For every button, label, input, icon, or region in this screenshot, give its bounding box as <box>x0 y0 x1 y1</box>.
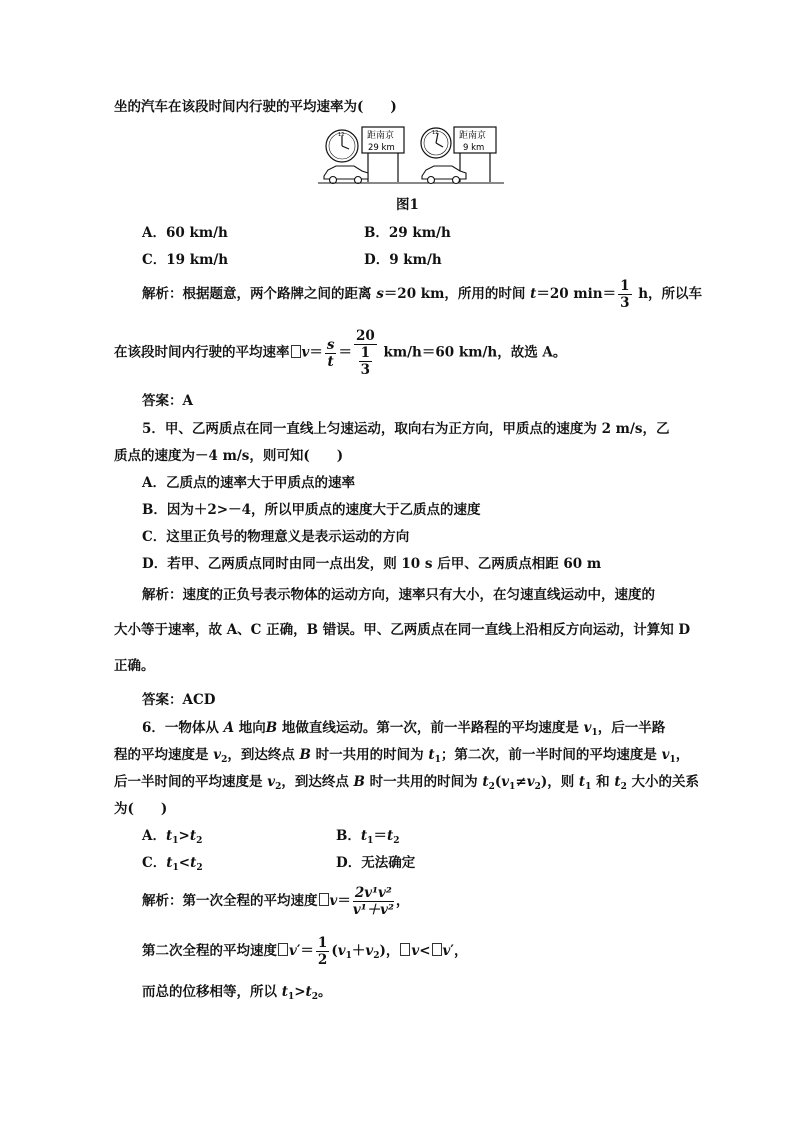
q5-analysis-line2: 大小等于速率，故 A、C 正确，B 错误。甲、乙两质点在同一直线上沿相反方向运动，计算知 D <box>114 622 691 638</box>
figure-caption: 图1 <box>396 197 419 213</box>
q6-option-a: A．$t_1>t_2$ <box>142 828 203 846</box>
q5-stem-line2: 质点的速度为－4 m/s，则可知( ) <box>114 448 344 464</box>
q6-option-d: D．无法确定 <box>336 855 416 871</box>
clock-icon-left <box>326 130 358 162</box>
fraction-one-third: $\frac{1}{3}$ <box>620 278 630 311</box>
overline-box-icon <box>278 943 288 956</box>
q5-option-a: A．乙质点的速率大于甲质点的速率 <box>142 475 355 491</box>
q5-option-b: B．因为＋2>－4，所以甲质点的速度大于乙质点的速度 <box>142 502 481 518</box>
fraction-half: $\frac{1}{2}$ <box>317 935 328 968</box>
q5-option-d: D．若甲、乙两质点同时由同一点出发，则 10 s 后甲、乙两质点相距 60 m <box>142 556 602 572</box>
q4-option-d: D．9 km/h <box>364 252 442 268</box>
fraction-s-over-t: $\frac{s}{t}$ <box>326 336 335 370</box>
q4-answer: 答案：A <box>142 393 193 409</box>
overline-box-icon <box>400 943 410 956</box>
fraction-harmonic: $\frac{\text{2v¹v²}}{\text{v¹＋v²}}$ <box>352 885 394 918</box>
svg-text:12: 12 <box>338 132 345 138</box>
sign1-line1: 距南京 <box>367 131 395 141</box>
q5-option-c: C．这里正负号的物理意义是表示运动的方向 <box>142 529 410 545</box>
q6-analysis-line1: 解析：第一次全程的平均速度 v＝ $\frac{\text{2v¹v²}}{\text{v¹＋v²}}$ ， <box>142 885 410 918</box>
q5-analysis-line1: 解析：速度的正负号表示物体的运动方向，速率只有大小，在匀速直线运动中，速度的 <box>142 587 655 603</box>
q5-stem-line1: 5．甲、乙两质点在同一直线上匀速运动，取向右为正方向，甲质点的速度为 2 m/s，乙 <box>142 421 670 437</box>
q4-stem: 坐的汽车在该段时间内行驶的平均速率为( ) <box>114 99 397 115</box>
q6-option-c: C．$t_1<t_2$ <box>142 855 203 873</box>
overline-box-icon <box>291 345 301 358</box>
sign1-line2: 29 km <box>368 143 395 153</box>
q5-answer: 答案：ACD <box>142 692 216 708</box>
q6-analysis-line2: 第二次全程的平均速度 v′＝ $\frac{1}{2}$ $(v_1+v_2)$， v< v′， <box>142 935 468 968</box>
sign2-line2: 9 km <box>463 143 485 153</box>
q4-option-b: B．29 km/h <box>364 225 451 241</box>
sign2-line1: 距南京 <box>459 131 487 141</box>
q6-stem-line3: 后一半时间的平均速度是 $v_2$，到达终点 B 时一共用的时间为 $t_2(v_1\ne v_2)$，则 $t_1$ 和 $t_2$ 大小的关系 <box>114 774 700 792</box>
q4-option-a: A．60 km/h <box>142 225 228 241</box>
q5-analysis-line3: 正确。 <box>114 658 155 674</box>
svg-text:12: 12 <box>432 130 439 136</box>
q6-stem-line1: 6．一物体从 A 地向B 地做直线运动。第一次，前一半路程的平均速度是 $v_1$，后一半路 <box>142 720 666 738</box>
complex-fraction: $\frac{20}{\frac{1}{3}}$ <box>355 328 375 378</box>
q6-stem-line2: 程的平均速度是 $v_2$，到达终点 B 时一共用的时间为 $t_1$；第二次，前一半时间的平均速度是 $v_1$， <box>114 747 690 765</box>
q4-option-c: C．19 km/h <box>142 252 229 268</box>
q4-analysis-line1: 解析：根据题意，两个路牌之间的距离 s＝20 km，所用的时间 t＝20 min＝ $\frac{1}{3}$ h，所以车 <box>142 278 703 311</box>
overline-box-icon <box>319 893 329 906</box>
clock-icon-right <box>421 128 451 158</box>
q4-analysis-line2: 在该段时间内行驶的平均速率 v＝ $\frac{s}{t}$ ＝ $\frac{20}{\frac{1}{3}}$ km/h＝60 km/h，故选 A。 <box>114 328 567 378</box>
car-sign-figure <box>318 124 504 186</box>
q6-stem-line4: 为( ) <box>114 801 168 817</box>
q6-option-b: B．$t_1=t_2$ <box>336 828 400 846</box>
q6-analysis-line3: 而总的位移相等，所以 $t_1>t_2$。 <box>142 984 332 1002</box>
car-icon-left <box>324 166 368 184</box>
overline-box-icon <box>432 943 442 956</box>
